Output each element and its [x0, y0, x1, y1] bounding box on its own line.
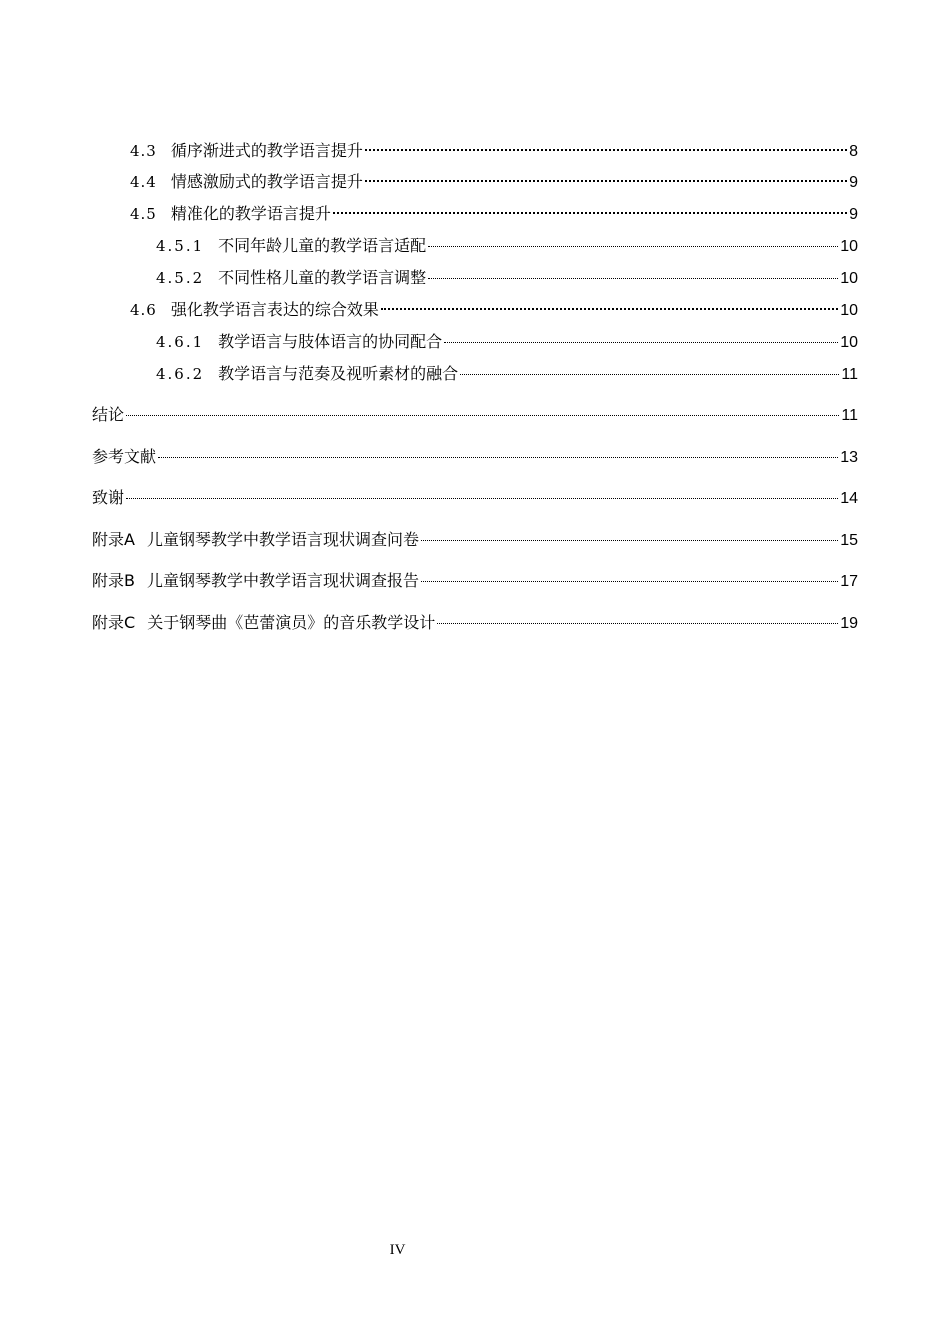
toc-leader-dots: [126, 498, 838, 499]
toc-leader-dots: [421, 581, 838, 582]
toc-entry-label: [156, 330, 442, 354]
toc-leader-dots: [428, 278, 838, 279]
toc-entry-4-5-1[interactable]: [156, 234, 858, 258]
toc-section-number: 4.3: [130, 142, 157, 160]
toc-leader-dots: [381, 308, 838, 310]
toc-entry-acknowledgements[interactable]: [92, 486, 858, 510]
toc-entry-label: [92, 528, 419, 552]
toc-page-number: 11: [841, 366, 858, 383]
toc-entry-appendix-b[interactable]: [92, 569, 858, 593]
toc-entry-label: [92, 611, 435, 635]
toc-appendix-number: 附录A: [92, 530, 135, 549]
toc-entry-label: [130, 170, 363, 194]
toc-entry-4-3[interactable]: [130, 139, 858, 163]
toc-section-number: 4.6.2: [156, 365, 205, 383]
toc-entry-appendix-a[interactable]: [92, 528, 858, 552]
toc-leader-dots: [460, 374, 839, 375]
toc-entry-appendix-c[interactable]: [92, 611, 858, 635]
toc-page-number: 14: [840, 490, 858, 507]
toc-section-title: 精准化的教学语言提升: [170, 204, 331, 223]
toc-page-number: 11: [841, 407, 858, 424]
toc-section-title: 强化教学语言表达的综合效果: [170, 300, 379, 319]
toc-section-number: 4.5.1: [156, 237, 205, 255]
toc-entry-label: [130, 298, 379, 322]
toc-page-number: 19: [840, 615, 858, 632]
toc-leader-dots: [444, 342, 838, 343]
toc-leader-dots: [428, 246, 838, 247]
toc-section-title: 循序渐进式的教学语言提升: [170, 141, 363, 160]
toc-appendix-number: 附录C: [92, 613, 136, 632]
toc-page-number: 17: [840, 573, 858, 590]
toc-page-number: 15: [840, 532, 858, 549]
toc-entry-4-4[interactable]: [130, 170, 858, 194]
page-footer-number: IV: [389, 1242, 406, 1258]
toc-section-title: 儿童钢琴教学中教学语言现状调查报告: [146, 571, 419, 590]
toc-section-title: 不同年龄儿童的教学语言适配: [218, 236, 427, 255]
toc-entry-4-6-1[interactable]: [156, 330, 858, 354]
toc-entry-label: [92, 569, 419, 593]
toc-entry-4-6-2[interactable]: [156, 362, 858, 386]
toc-page-number: 9: [849, 206, 858, 223]
toc-leader-dots: [158, 457, 838, 458]
toc-section-title: 教学语言与范奏及视听素材的融合: [218, 364, 459, 383]
toc-entry-label: [156, 234, 426, 258]
toc-entry-label: [156, 362, 458, 386]
toc-page-number: 13: [840, 449, 858, 466]
toc-entry-4-6[interactable]: [130, 298, 858, 322]
toc-leader-dots: [126, 415, 839, 416]
toc-entry-4-5[interactable]: [130, 202, 858, 226]
toc-section-number: 4.6: [130, 301, 157, 319]
toc-entry-references[interactable]: [92, 445, 858, 469]
toc-section-number: 4.5.2: [156, 269, 205, 287]
toc-page-number: 9: [849, 174, 858, 191]
toc-section-title: 致谢: [92, 488, 125, 507]
toc-section-title: 儿童钢琴教学中教学语言现状调查问卷: [146, 530, 419, 549]
toc-page-number: 10: [840, 270, 858, 287]
toc-section-title: 结论: [92, 405, 125, 424]
toc-page-number: 10: [840, 302, 858, 319]
toc-leader-dots: [365, 180, 847, 182]
toc-section-title: 情感激励式的教学语言提升: [170, 172, 363, 191]
toc-leader-dots: [333, 212, 847, 214]
toc-entry-label: [156, 266, 426, 290]
toc-entry-4-5-2[interactable]: [156, 266, 858, 290]
toc-page-number: 10: [840, 334, 858, 351]
toc-section-number: 4.6.1: [156, 333, 205, 351]
toc-section-title: 关于钢琴曲《芭蕾演员》的音乐教学设计: [147, 613, 436, 632]
toc-section-title: 教学语言与肢体语言的协同配合: [218, 332, 443, 351]
toc-section-number: 4.5: [130, 205, 157, 223]
toc-entry-label: [130, 139, 363, 163]
toc-leader-dots: [437, 623, 838, 624]
toc-appendix-number: 附录B: [92, 571, 135, 590]
toc-section-title: 不同性格儿童的教学语言调整: [218, 268, 427, 287]
toc-entry-label: [130, 202, 331, 226]
toc-entry-conclusion[interactable]: [92, 403, 858, 427]
toc-section-number: 4.4: [130, 173, 157, 191]
toc-page-number: 8: [849, 143, 858, 160]
toc-leader-dots: [421, 540, 838, 541]
toc-section-title: 参考文献: [92, 447, 157, 466]
toc-page-number: 10: [840, 238, 858, 255]
toc-leader-dots: [365, 149, 847, 151]
